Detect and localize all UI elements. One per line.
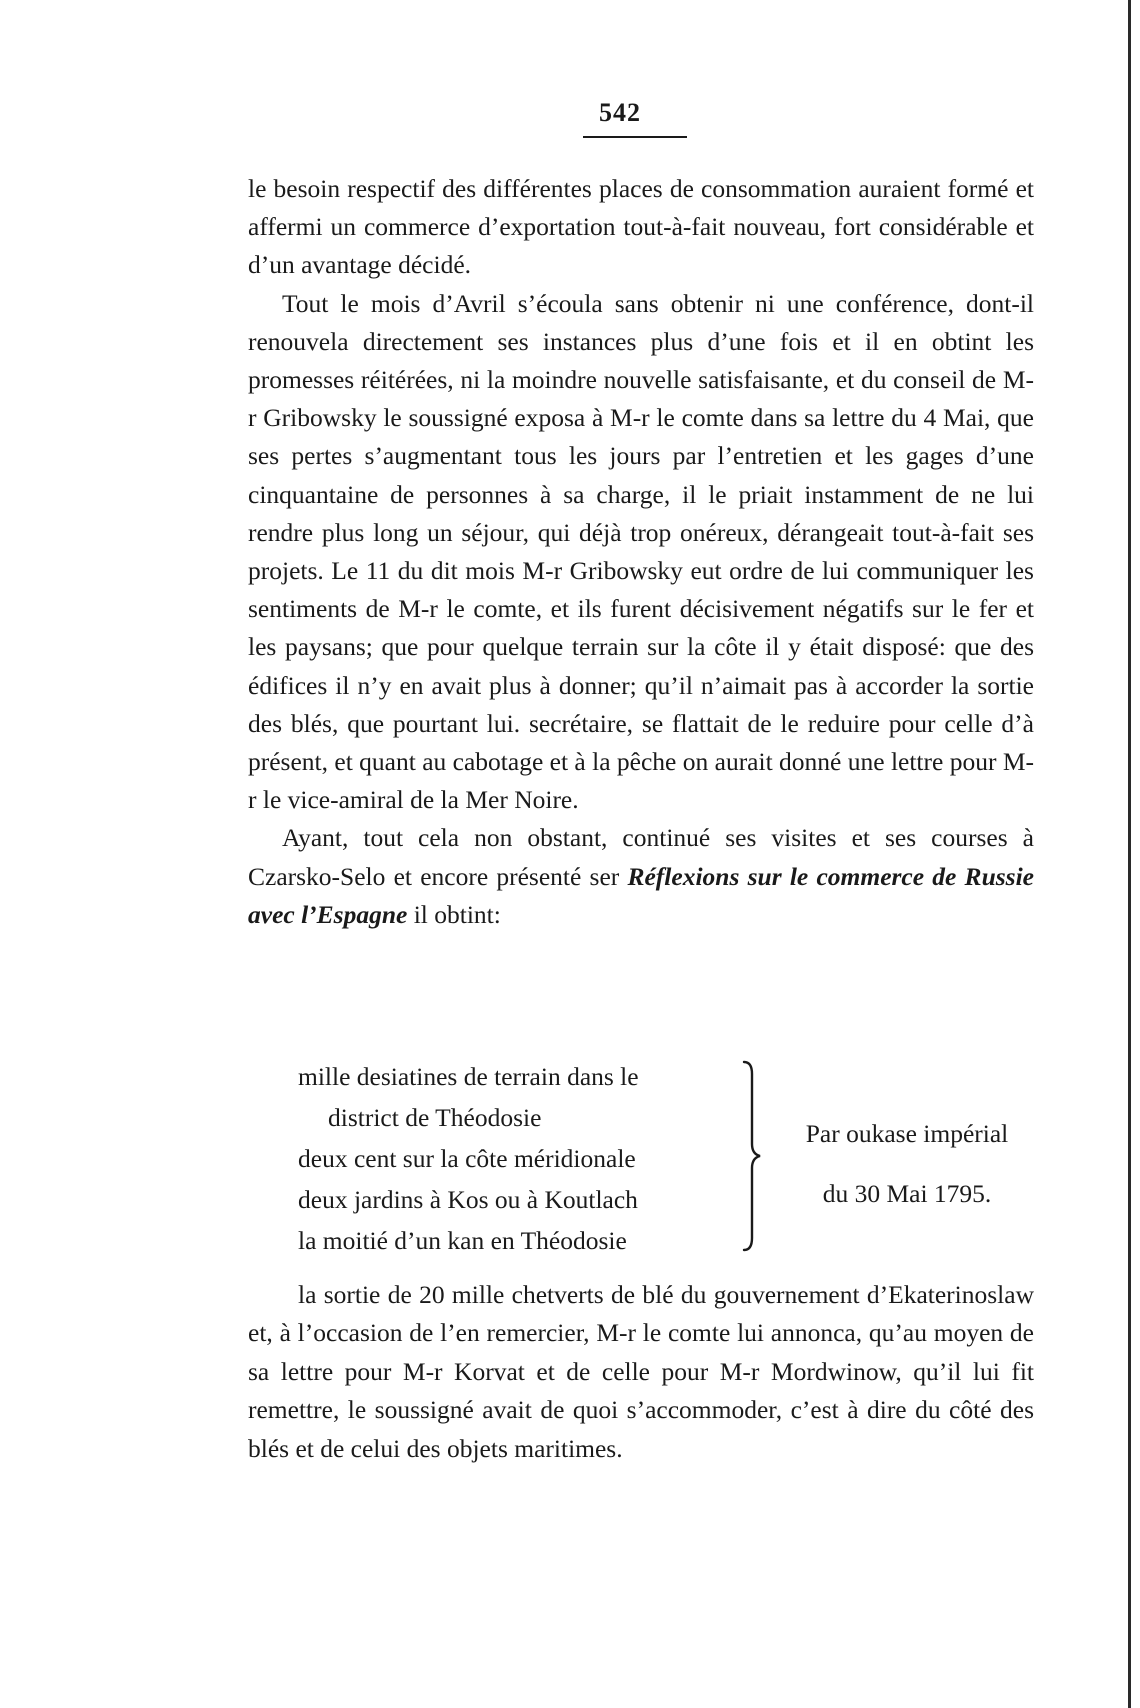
decree-note: [776, 1104, 1038, 1224]
paragraph-continuation: le besoin respectif des différentes places de consommation auraient formé et affermi un commerce d’exportation tout-à-fait nouveau, fort considérable et d’un avantage décidé.: [248, 174, 1034, 280]
page-edge-line: [1128, 0, 1131, 1708]
page-number-rule: [583, 136, 687, 138]
decree-date: du 30 Mai 1795.: [822, 1179, 992, 1208]
grant-list: [298, 1056, 728, 1261]
curly-brace-icon: [740, 1056, 764, 1256]
closing-text: [248, 1276, 1034, 1468]
paragraph-ayant: [248, 819, 1034, 934]
grant-item: district de Théodosie: [328, 1103, 542, 1132]
body-text: [248, 170, 1034, 934]
paragraph-april: Tout le mois d’Avril s’écoula sans obtenir ni une conférence, dont-il renouvela directement ses instances plus d’une fois et il en obtint les promesses réitérées, ni la moindre nouvelle satisfaisante, et du conseil de M-r Gribowsky le soussigné exposa à M-r le comte dans sa lettre du 4 Mai, que ses pertes s’augmentant tous les jours par l’entretien et les gages d’une cinquantaine de personnes à sa charge, il le priait instamment de ne lui rendre plus long un séjour, qui déjà trop onéreux, dérangeait tout-à-fait ses projets. Le 11 du dit mois M-r Gribowsky eut ordre de lui communiquer les sentiments de M-r le comte, et ils furent décisivement négatifs sur le fer et les paysans; que pour quelque terrain sur la côte il y était disposé: que des édifices il n’y en avait plus à donner; qu’il n’aimait pas à accorder la sortie des blés, que pourtant lui. secrétaire, se flattait de le reduire pour celle d’à présent, et quant au cabotage et à la pêche on aurait donné une lettre pour M-r le vice-amiral de la Mer Noire.: [248, 288, 1034, 815]
paragraph-ayant-end: il obtint:: [413, 899, 501, 929]
decree-line: Par oukase impérial: [805, 1119, 1009, 1148]
grant-item: mille desiatines de terrain dans le: [298, 1062, 639, 1091]
grant-item: la moitié d’un kan en Théodosie: [298, 1226, 627, 1255]
paragraph-ayant-text: Ayant, tout cela non obstant, continué ses visites et ses courses à Czarsko-Selo et encore présenté ser: [248, 823, 1034, 891]
grant-list-block: [298, 1056, 1038, 1256]
paragraph-closing: la sortie de 20 mille chetverts de blé du gouvernement d’Ekaterinoslaw et, à l’occasion de l’en remercier, M-r le comte lui annonca, qu’au moyen de sa lettre pour M-r Korvat et de celle pour M-r Mordwinow, qu’il lui fit remettre, le soussigné avait de quoi s’accommoder, c’est à dire du côté des blés et de celui des objets maritimes.: [248, 1280, 1034, 1463]
grant-item: deux jardins à Kos ou à Koutlach: [298, 1185, 638, 1214]
grant-item: deux cent sur la côte méridionale: [298, 1144, 636, 1173]
page-number: 542: [599, 98, 641, 127]
work-title: Réflexions sur le commerce de Russie avec l’Espagne: [248, 861, 1034, 929]
